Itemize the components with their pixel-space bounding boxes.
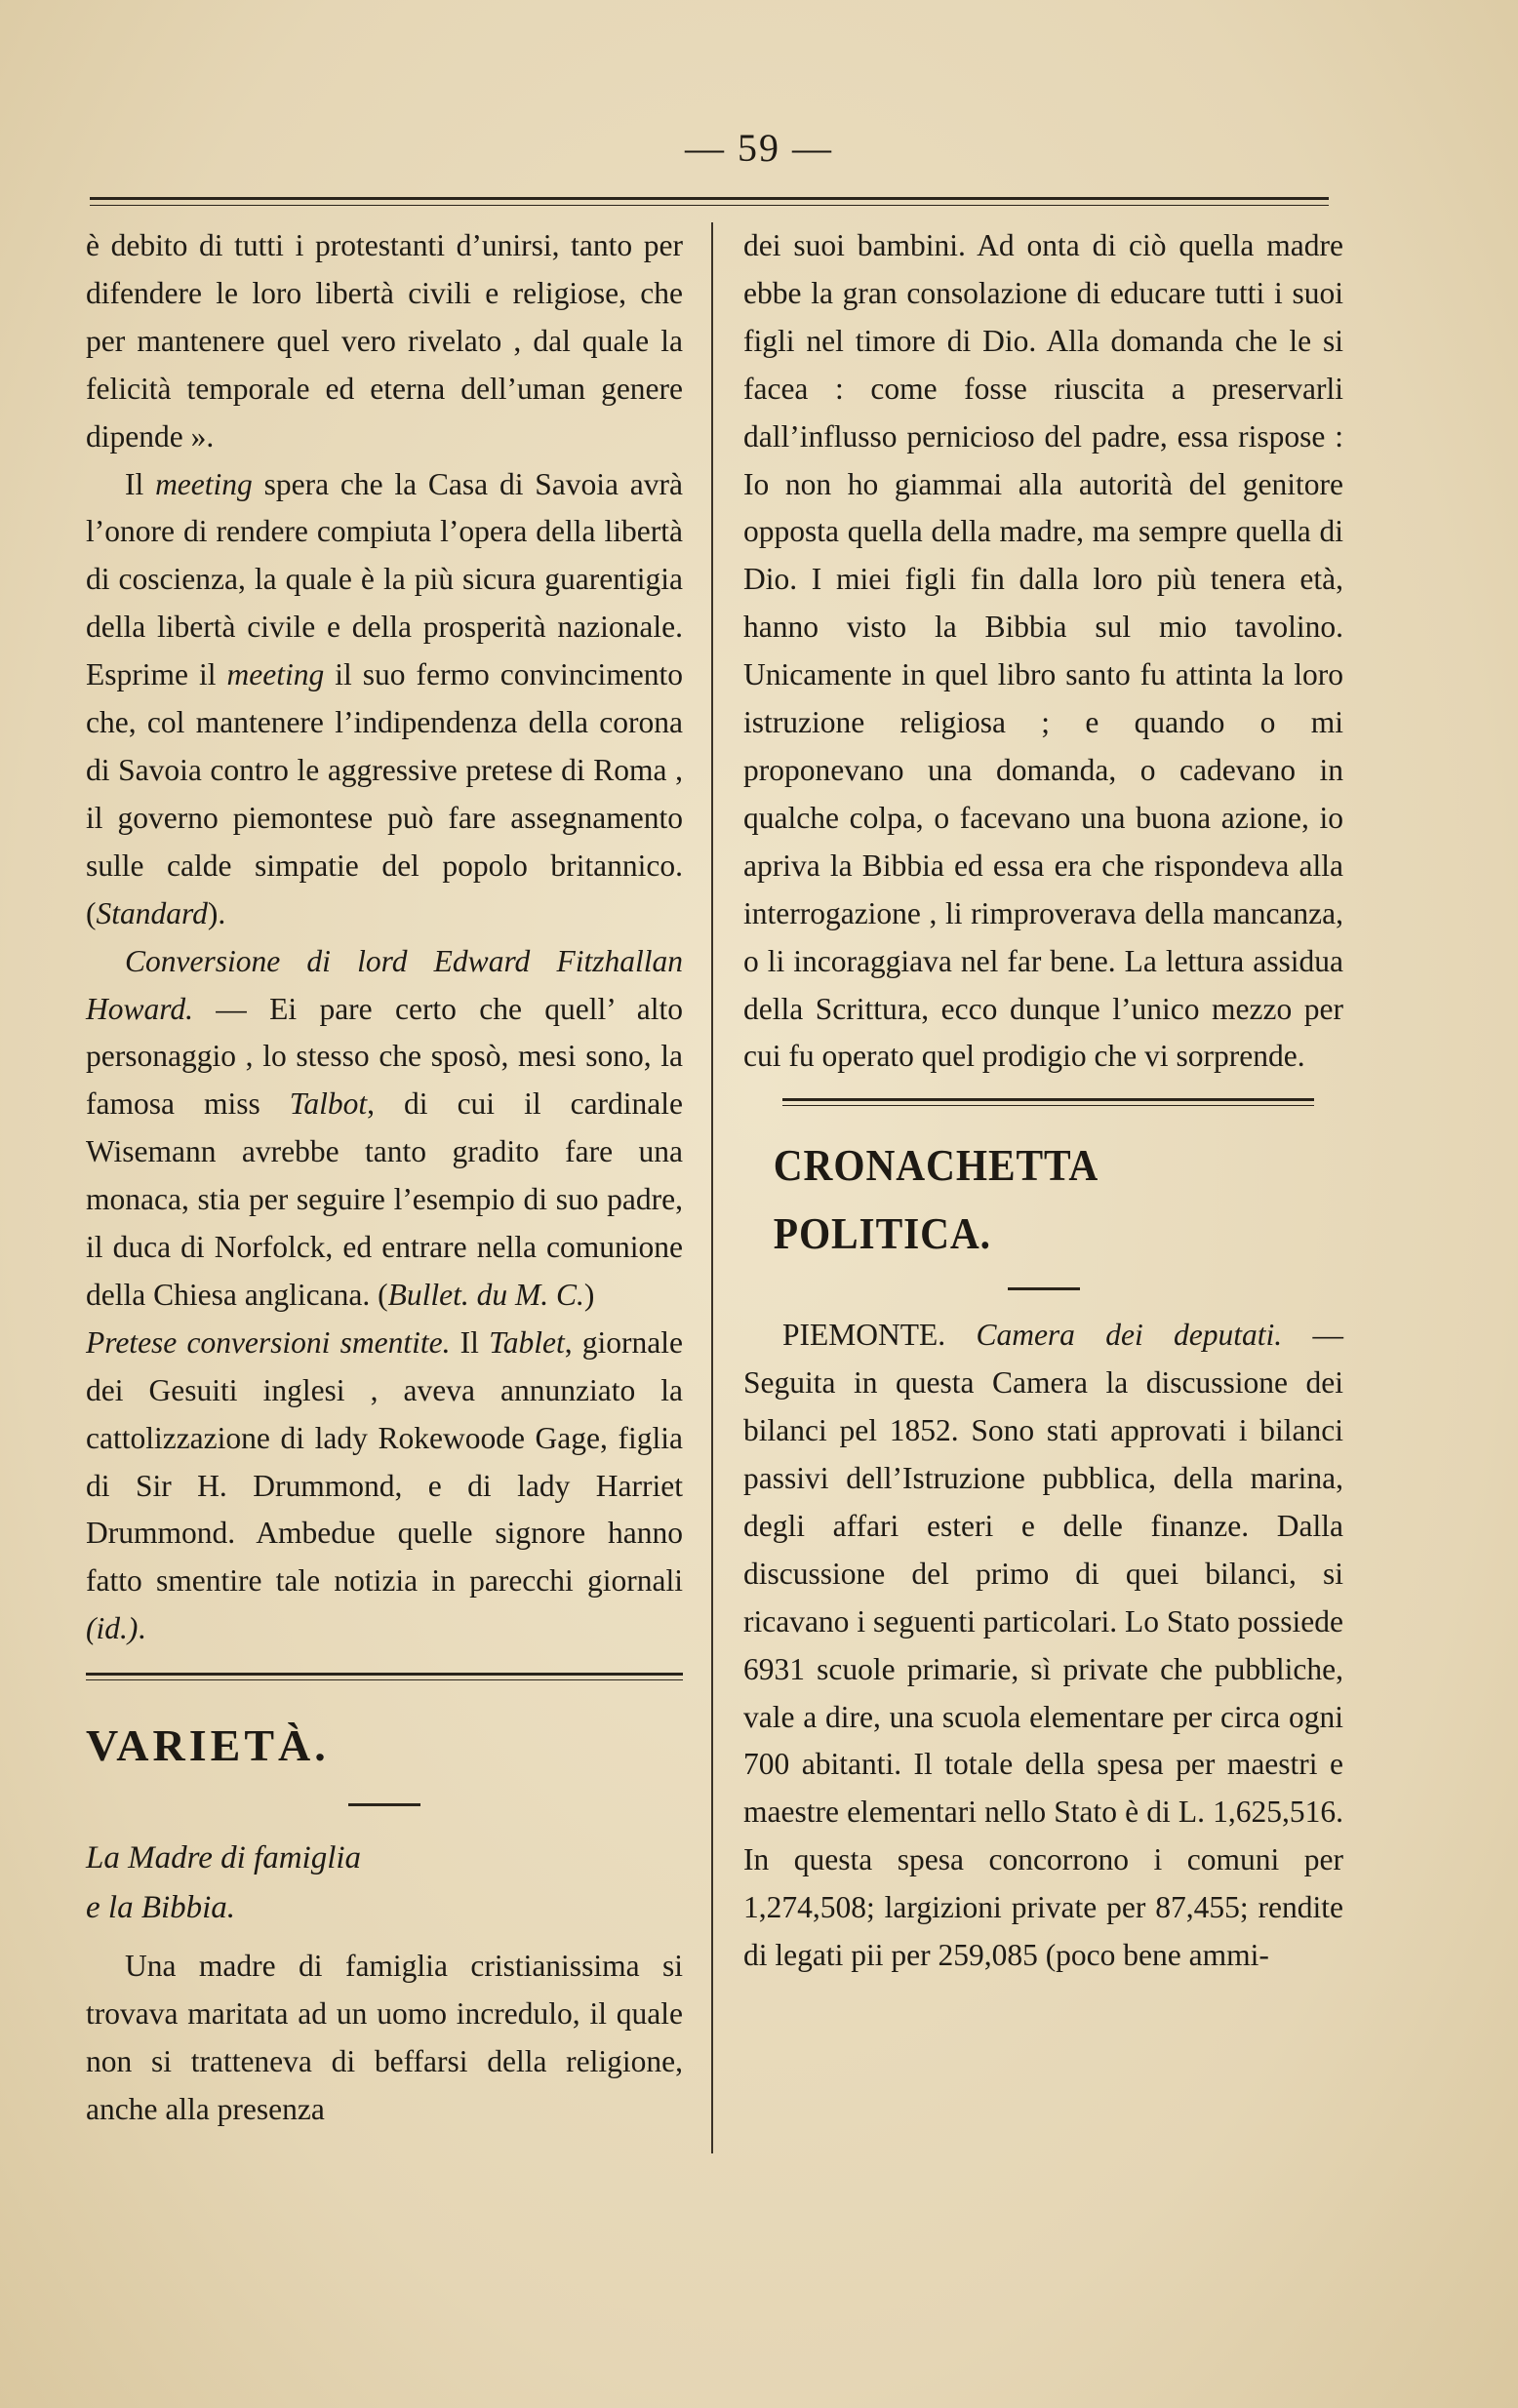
italic-text: meeting <box>155 466 253 501</box>
section-heading: CRONACHETTA POLITICA. <box>773 1140 1099 1259</box>
text: — Seguita in questa Camera la discussione dei bilanci pel 1852. Sono stati approvati i bilanci passivi dell’Istruzione pubblica, della marina, degli affari esteri e delle finanze. Dalla discussione del primo di quei bilanci, si ricavano i seguenti particolari. Lo Stato possiede 6931 scuole primarie, sì private che pubbliche, vale a dire, una scuola elementare per circa ogni 700 abitanti. Il totale della spesa per maestri e maestre elementari nello Stato è di L. 1,625,516. In questa spesa concorrono i comuni per 1,274,508; largizioni private per 87,455; rendite di legati pii per 259,085 (poco bene ammi- <box>743 1318 1343 1973</box>
italic-text: Standard <box>96 895 208 930</box>
paragraph: dei suoi bambini. Ad onta di ciò quella madre ebbe la gran consolazione di educare tutti i suoi figli nel timore di Dio. Alla domanda che le si facea : come fosse riuscita a preservarli dall’influsso pernicioso del padre, essa rispose : Io non ho giammai alla autorità del genitore opposta quella della madre, ma sempre quella di Dio. I miei figli fin dalla loro più tenera età, hanno visto la Bibbia sul mio tavolino. Unicamente in quel libro santo fu attinta la loro istruzione religiosa ; e quando o mi proponevano una domanda, o cadevano in qualche colpa, o facevano una buona azione, io apriva la Bibbia ed essa era che rispondeva alla interrogazione , li rimproverava della mancanza, o li incoraggiava nel far bene. La lettura assidua della Scrittura, ecco dunque l’unico mezzo per cui fu operato quel prodigio che vi sorprende. <box>743 228 1343 1074</box>
section-title: Conversione di lord Edward Fitzhallan Howard. <box>86 943 683 1026</box>
article-title: La Madre di famiglia <box>86 1840 362 1876</box>
section-rule <box>782 1098 1314 1110</box>
text: . <box>138 1611 146 1646</box>
italic-text: Tablet <box>489 1324 565 1360</box>
paragraph <box>86 938 683 1320</box>
paragraph: è debito di tutti i protestanti d’unirsi, tanto per difendere le loro libertà civili e religiose, che per mantenere quel vero rivelato , dal quale la felicità temporale ed eterna dell’uman genere dipende ». <box>86 228 683 454</box>
column-divider <box>711 222 713 2153</box>
text: Il <box>450 1324 490 1360</box>
header-rule <box>90 197 1329 200</box>
text: PIEMONTE. <box>782 1318 977 1353</box>
text: , giornale dei Gesuiti inglesi , aveva annunziato la cattolizzazione di lady Rokewoode Gage, figlia di Sir H. Drummond, e di lady Harriet Drummond. Ambedue quelle signore hanno fatto smentire tale notizia in parecchi giornali <box>86 1324 683 1599</box>
italic-text: meeting <box>226 657 325 692</box>
italic-text: Talbot <box>289 1086 368 1122</box>
text: ). <box>207 895 226 930</box>
header-rule-thin <box>90 205 1329 206</box>
italic-text: Bullet. du M. C. <box>387 1277 584 1312</box>
text: spera che la Casa di Savoia avrà l’onore di rendere compiuta l’opera della libertà di coscienza, la quale è la più sicura guarentigia della libertà civile e della prosperità nazionale. Esprime il <box>86 466 684 692</box>
left-column <box>86 222 683 2134</box>
paragraph <box>743 1312 1343 1980</box>
right-column <box>743 222 1343 1980</box>
article-title: e la Bibbia. <box>86 1890 236 1926</box>
text: — Ei pare certo che quell’ alto personaggio , lo stesso che sposò, mesi sono, la famosa miss <box>86 991 683 1122</box>
text: ) <box>583 1277 595 1312</box>
text: il suo fermo convincimento che, col mantenere l’indipendenza della corona di Savoia contro le aggressive pretese di Roma , il governo piemontese può fare assegnamento sulle calde simpatie del popolo britannico. ( <box>86 657 683 930</box>
paragraph <box>86 461 683 938</box>
italic-text: (id.) <box>86 1611 139 1646</box>
section-rule <box>86 1673 683 1684</box>
paragraph <box>86 1320 683 1653</box>
text: Il <box>125 466 156 501</box>
section-title: Pretese conversioni smentite. <box>86 1324 451 1360</box>
italic-text: Camera dei deputati. <box>976 1318 1283 1353</box>
section-heading: VARIETÀ. <box>86 1720 330 1771</box>
text: , di cui il cardinale Wisemann avrebbe tanto gradito fare una monaca, stia per seguire l’esempio di suo padre, il duca di Norfolck, ed entrare nella comunione della Chiesa anglicana. ( <box>86 1086 683 1312</box>
page-number: — 59 — <box>685 126 833 170</box>
paragraph: Una madre di famiglia cristianissima si trovava maritata ad un uomo incredulo, il quale non si tratteneva di beffarsi della religione, anche alla presenza <box>86 1949 683 2126</box>
